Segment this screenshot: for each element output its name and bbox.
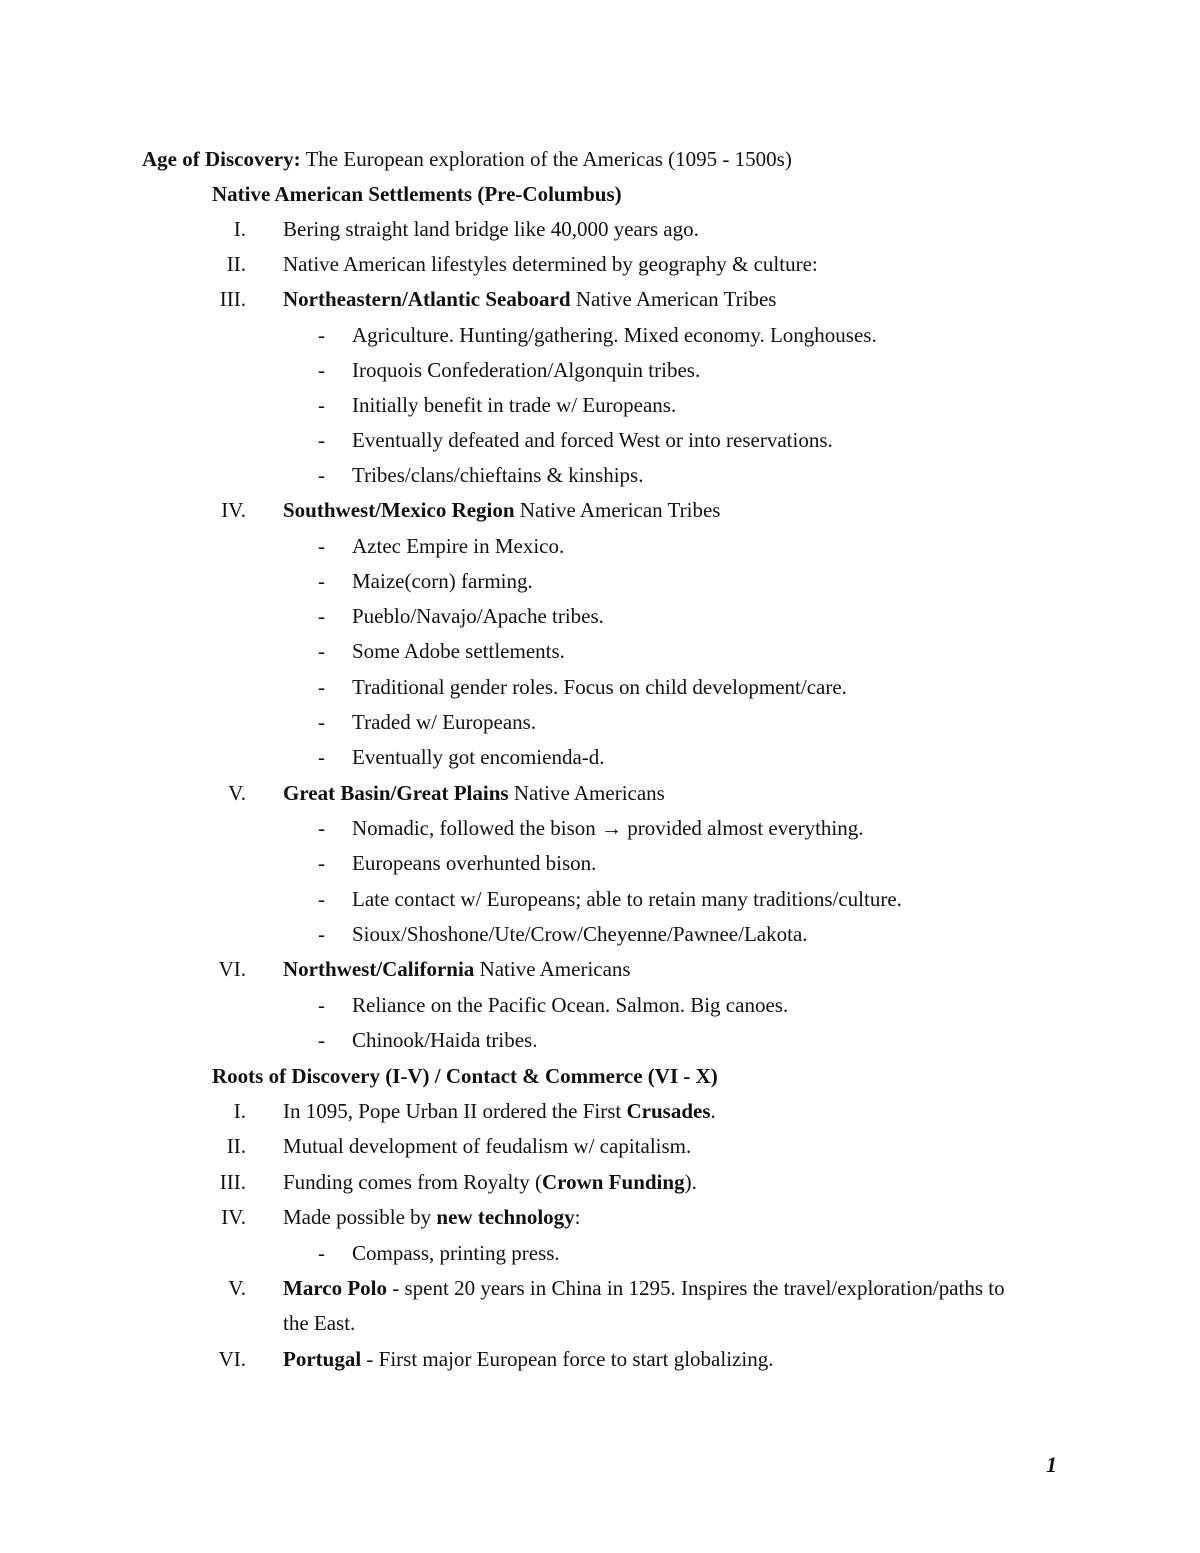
bullet-text: Traditional gender roles. Focus on child development/care. [352,675,847,699]
list-item-text: In 1095, Pope Urban II ordered the First Crusades. [283,1099,716,1123]
list-item-text: Native American lifestyles determined by geography & culture: [283,252,818,276]
section1-heading-text: Native American Settlements (Pre-Columbus) [212,182,622,206]
list-item-rest: Native Americans [474,957,631,981]
list-item-rest: Native Americans [508,781,665,805]
list-item-rest: Native American Tribes [514,498,721,522]
list-number: I. [233,1099,246,1123]
list-item-text [283,286,776,312]
bullet-text: Some Adobe settlements. [352,639,565,663]
bullet-text: Agriculture. Hunting/gathering. Mixed economy. Longhouses. [352,323,877,347]
list-item-bold: Northwest/California [283,957,475,981]
list-number: V. [228,781,246,805]
list-number: VI. [218,957,246,981]
list-number: IV. [221,498,246,522]
list-number: VI. [218,1347,246,1371]
list-item-bold: Portugal [283,1347,362,1371]
title-bold: Age of Discovery: [142,147,301,171]
list-item-bold: Southwest/Mexico Region [283,498,515,522]
section-heading [212,181,622,207]
list-item-text [283,780,665,806]
bullet-text: Reliance on the Pacific Ocean. Salmon. Big canoes. [352,993,789,1017]
list-item-bold: Great Basin/Great Plains [283,781,509,805]
list-item-text: Portugal - First major European force to start globalizing. [283,1347,774,1371]
page-number: 1 [1046,1452,1057,1477]
list-item-continuation: the East. [283,1311,356,1335]
bullet-text: Traded w/ Europeans. [352,710,537,734]
list-number: II. [226,252,246,276]
list-number: I. [233,217,246,241]
list-item-text [283,956,631,982]
bullet-text: Iroquois Confederation/Algonquin tribes. [352,358,701,382]
section2-heading-text: Roots of Discovery (I-V) / Contact & Commerce (VI - X) [212,1064,718,1088]
title-rest: The European exploration of the Americas (1095 - 1500s) [300,147,792,171]
bullet-text: Eventually defeated and forced West or into reservations. [352,428,833,452]
list-item-text: Marco Polo - spent 20 years in China in 1295. Inspires the travel/exploration/paths to [283,1276,1005,1300]
bullet-text: Sioux/Shoshone/Ute/Crow/Cheyenne/Pawnee/Lakota. [352,922,808,946]
list-item-text: Mutual development of feudalism w/ capitalism. [283,1134,692,1158]
list-item-bold: new technology [436,1205,575,1229]
list-item-rest: Native American Tribes [570,287,777,311]
list-number: V. [228,1276,246,1300]
document-page: Age of Discovery: The European exploration of the Americas (1095 - 1500s) Native American Settlements (Pre-Columbus) I. Bering straight land bridge like 40,000 years ago. II. Native American lifestyles determined by geography & culture: III. Northeastern/Atlantic Seaboard Native American Tribes - Agriculture. Hunting/gathering. Mixed economy. Longhouses. - Iroquois Confederation/Algonquin tribes. - Initially benefit in trade w/ Europeans. - Eventually defeated and forced West or into reservations. - Tribes/clans/chieftains & kinships. IV. Southwest/Mexico Region Native American Tribes - Aztec Empire in Mexico. - Maize(corn) farming. - Pueblo/Navajo/Apache tribes. - Some Adobe settlements. - Traditional gender roles. Focus on child development/care. - Traded w/ Europeans. - Eventually got encomienda-d. V. Great Basin/Great Plains Native Americans - Nomadic, followed the bison → provided almost everything. - Europeans overhunted bison. - Late contact w/ Europeans; able to retain many traditions/culture. - Sioux/Shoshone/Ute/Crow/Cheyenne/Pawnee/Lakota. VI. Northwest/California Native Americans - Reliance on the Pacific Ocean. Salmon. Big canoes. - Chinook/Haida tribes. Roots of Discovery (I-V) / Contact & Commerce (VI - X) I. In 1095, Pope Urban II ordered the First Crusades. II. Mutual development of feudalism w/ capitalism. III. Funding comes from Royalty (Crown Funding). IV. Made possible by new technology: - Compass, printing press. V. Marco Polo - spent 20 years in China in 1295. Inspires the travel/exploration/paths to the East. VI. Portugal - First major European force to start globalizing. 1 [142,147,1057,1477]
list-item-text: Made possible by new technology: [283,1205,581,1229]
bullet-text: Nomadic, followed the bison → provided almost everything. [352,816,864,840]
bullet-text: Chinook/Haida tribes. [352,1028,538,1052]
bullet-text: Pueblo/Navajo/Apache tribes. [352,604,604,628]
list-number: III. [219,287,246,311]
bullet-text: Initially benefit in trade w/ Europeans. [352,393,677,417]
list-number: II. [226,1134,246,1158]
list-item-bold: Crown Funding [541,1170,685,1194]
list-item-bold: Crusades [626,1099,711,1123]
document-title [142,146,792,172]
bullet-text: Late contact w/ Europeans; able to retain many traditions/culture. [352,887,902,911]
bullet-text: Aztec Empire in Mexico. [352,534,565,558]
list-item-bold: Northeastern/Atlantic Seaboard [283,287,571,311]
bullet-text: Eventually got encomienda-d. [352,745,605,769]
list-item-bold: Marco Polo [283,1276,387,1300]
list-item-text: Funding comes from Royalty (Crown Funding). [283,1170,697,1194]
bullet-text: Europeans overhunted bison. [352,851,597,875]
section-heading [212,1063,718,1089]
list-number: III. [219,1170,246,1194]
bullet-text: Tribes/clans/chieftains & kinships. [352,463,644,487]
list-item-text: Bering straight land bridge like 40,000 years ago. [283,217,699,241]
list-number: IV. [221,1205,246,1229]
bullet-text: Compass, printing press. [352,1241,560,1265]
bullet-text: Maize(corn) farming. [352,569,533,593]
list-item-text [283,497,720,523]
